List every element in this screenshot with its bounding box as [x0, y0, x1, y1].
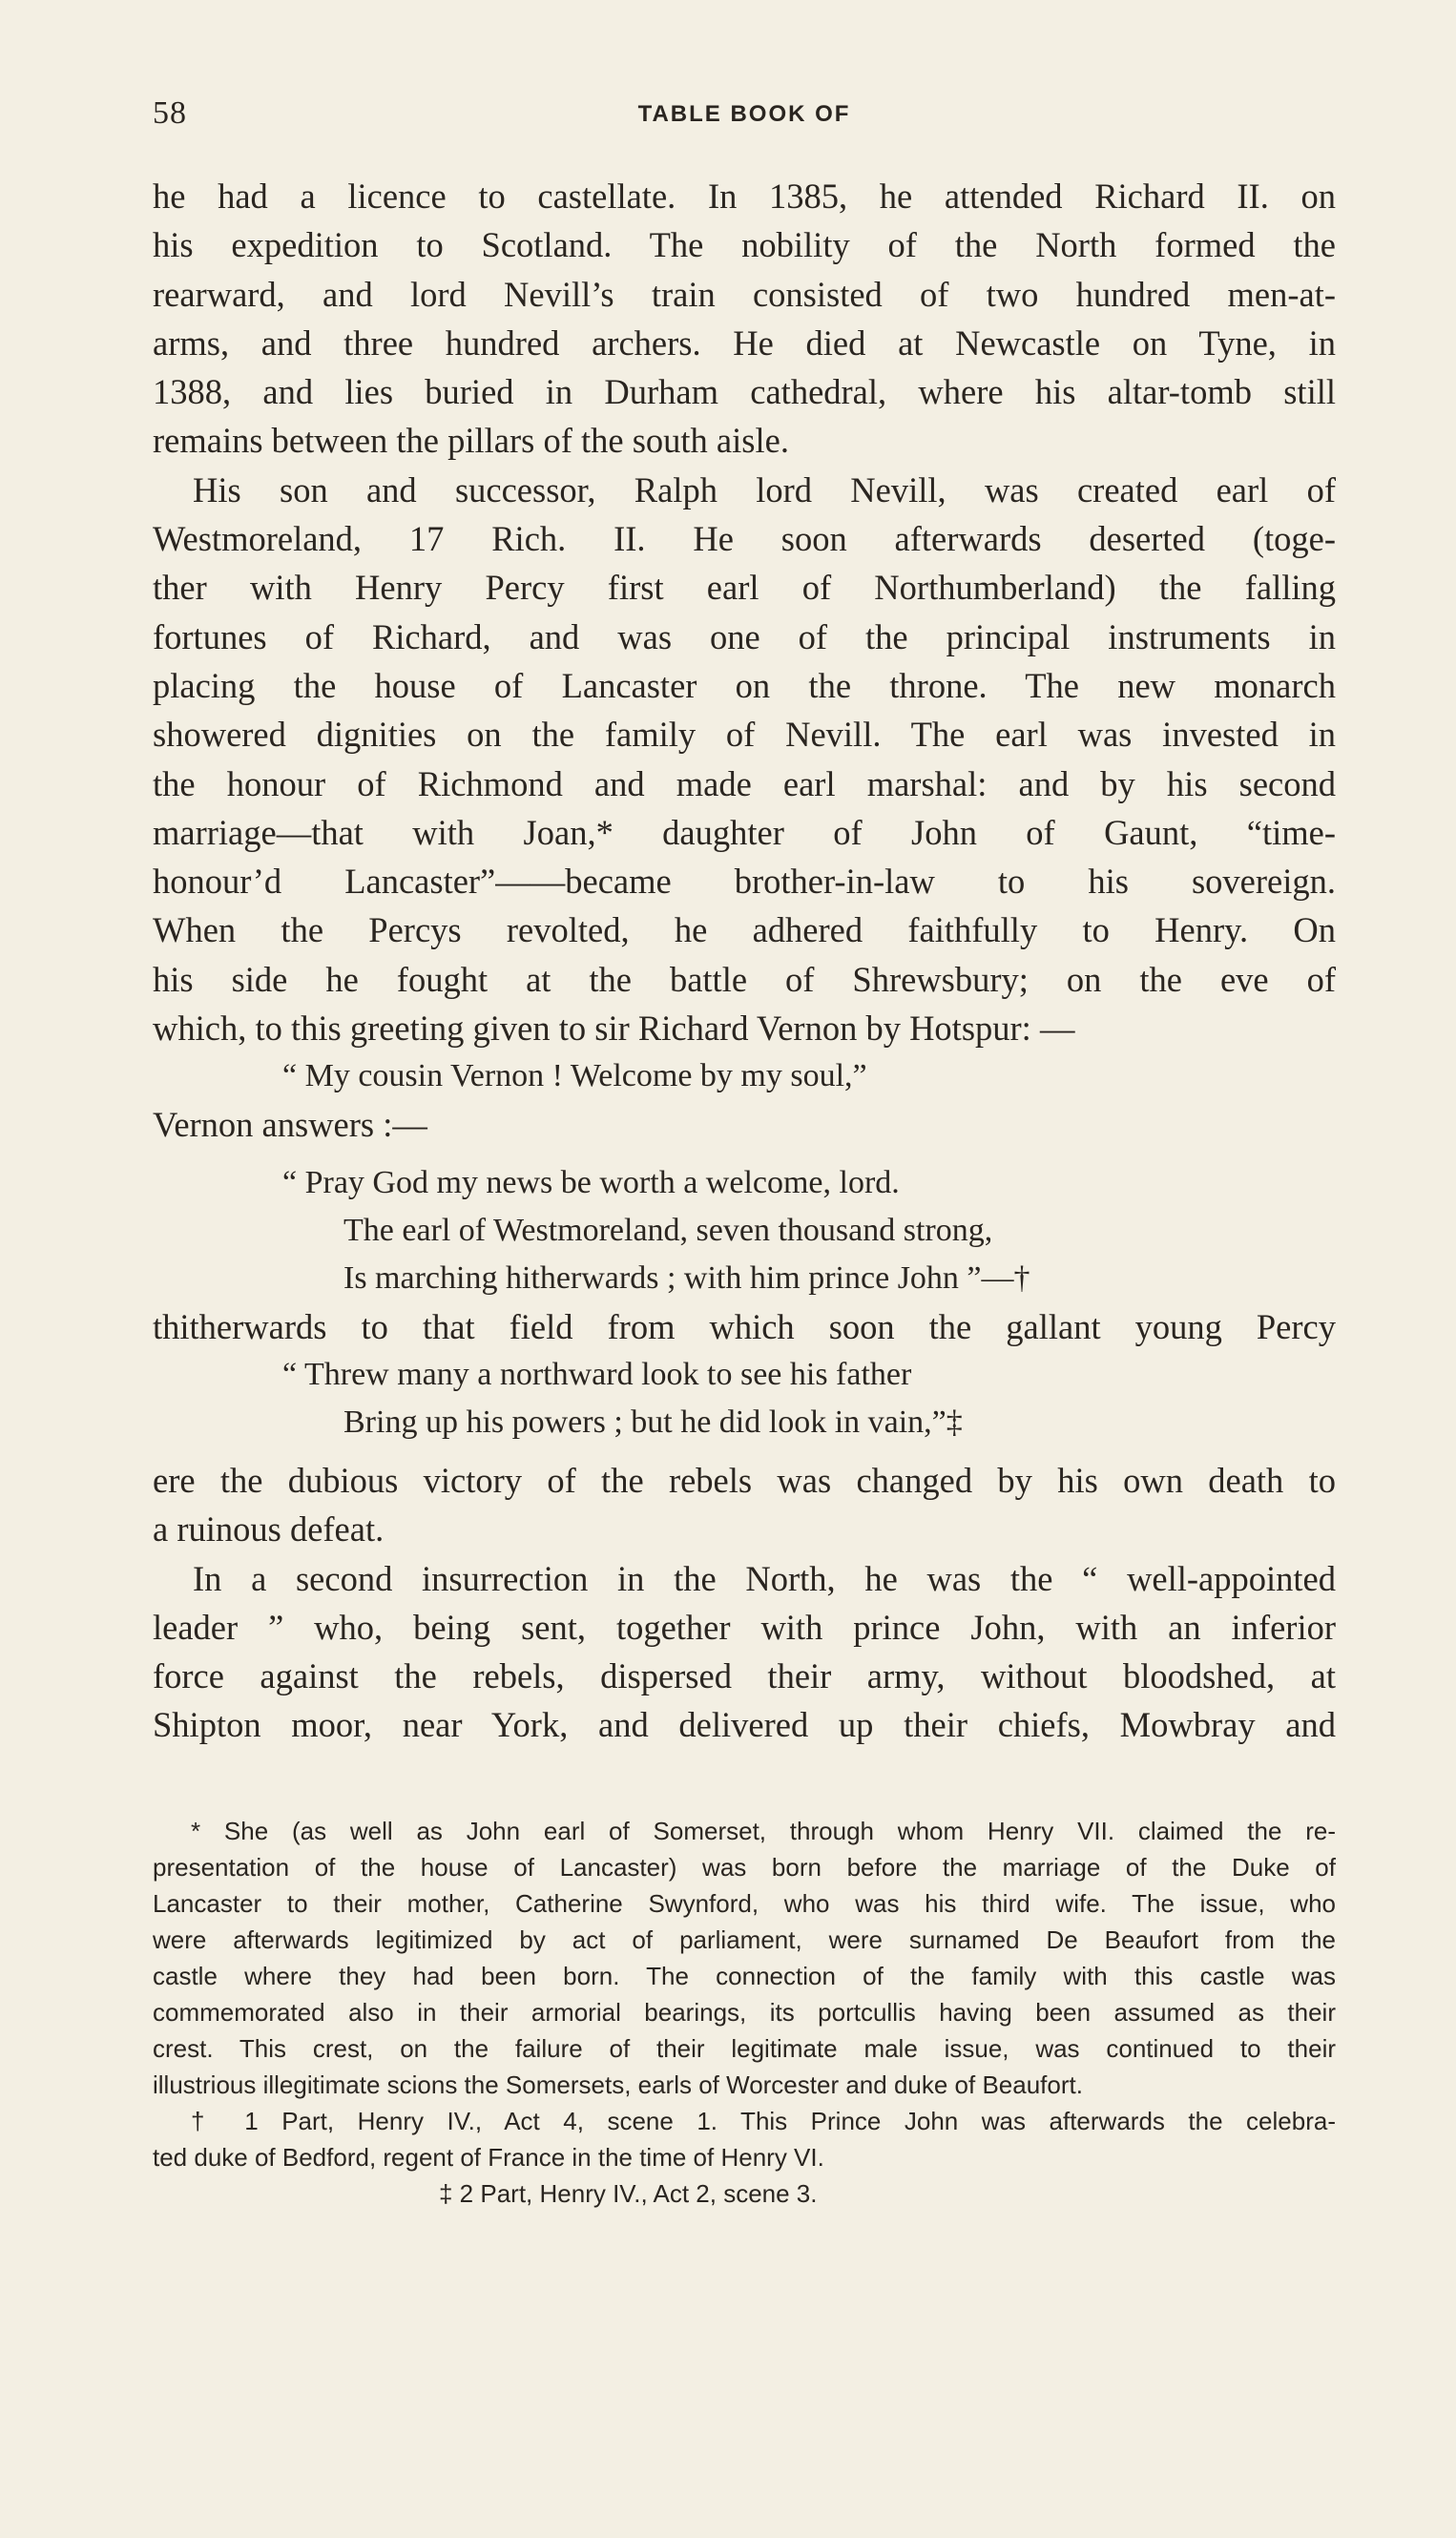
- footnote-line: Lancaster to their mother, Catherine Swynford, who was his third wife. The issue, who: [153, 1889, 1336, 1918]
- text-line: ere the dubious victory of the rebels was changed by his own death to: [153, 1460, 1336, 1500]
- footnote-line: crest. This crest, on the failure of their legitimate male issue, was continued to their: [153, 2034, 1336, 2063]
- footnote-line: † 1 Part, Henry IV., Act 4, scene 1. This Prince John was afterwards the celebra-: [191, 2107, 1336, 2135]
- verse-line: Bring up his powers ; but he did look in vain,”‡: [343, 1404, 963, 1440]
- footnote-line: ted duke of Bedford, regent of France in the time of Henry VI.: [153, 2143, 824, 2172]
- verse-line: “ Pray God my news be worth a welcome, lord.: [282, 1164, 900, 1200]
- footnote-line: presentation of the house of Lancaster) was born before the marriage of the Duke of: [153, 1853, 1336, 1882]
- running-title: TABLE BOOK OF: [637, 101, 851, 127]
- text-line: he had a licence to castellate. In 1385, he attended Richard II. on: [153, 177, 1336, 216]
- text-line: Vernon answers :—: [153, 1105, 427, 1145]
- page-header: [153, 95, 1336, 143]
- text-line: ther with Henry Percy first earl of Northumberland) the falling: [153, 568, 1336, 608]
- text-line: 1388, and lies buried in Durham cathedral, where his altar-tomb still: [153, 372, 1336, 412]
- text-line: his side he fought at the battle of Shrewsbury; on the eve of: [153, 959, 1336, 999]
- text-line: When the Percys revolted, he adhered faithfully to Henry. On: [153, 910, 1336, 950]
- text-line: which, to this greeting given to sir Richard Vernon by Hotspur: —: [153, 1009, 1075, 1049]
- text-line: fortunes of Richard, and was one of the principal instruments in: [153, 616, 1336, 656]
- verse-line: Is marching hitherwards ; with him prince John ”—†: [343, 1259, 1030, 1296]
- text-line: His son and successor, Ralph lord Nevill, was created earl of: [193, 469, 1336, 510]
- text-line: arms, and three hundred archers. He died at Newcastle on Tyne, in: [153, 322, 1336, 363]
- text-line: Shipton moor, near York, and delivered up their chiefs, Mowbray and: [153, 1705, 1336, 1745]
- footnote-line: * She (as well as John earl of Somerset, through whom Henry VII. claimed the re-: [191, 1817, 1336, 1845]
- text-line: In a second insurrection in the North, he was the “ well-appointed: [193, 1558, 1336, 1598]
- text-line: a ruinous defeat.: [153, 1509, 385, 1550]
- text-line: Westmoreland, 17 Rich. II. He soon afterwards deserted (toge-: [153, 519, 1336, 559]
- verse-line: “ Threw many a northward look to see his father: [282, 1356, 912, 1392]
- verse-line: The earl of Westmoreland, seven thousand strong,: [343, 1212, 993, 1248]
- page-number: 58: [153, 95, 187, 131]
- footnote-line: ‡ 2 Part, Henry IV., Act 2, scene 3.: [439, 2179, 818, 2208]
- text-line: leader ” who, being sent, together with prince John, with an inferior: [153, 1607, 1336, 1647]
- footnote-line: castle where they had been born. The connection of the family with this castle was: [153, 1962, 1336, 1990]
- text-line: showered dignities on the family of Nevill. The earl was invested in: [153, 715, 1336, 755]
- footnote-line: illustrious illegitimate scions the Somersets, earls of Worcester and duke of Beaufort.: [153, 2070, 1083, 2099]
- verse-line: “ My cousin Vernon ! Welcome by my soul,”: [282, 1058, 867, 1094]
- text-line: honour’d Lancaster”——became brother-in-law to his sovereign.: [153, 862, 1336, 902]
- text-line: thitherwards to that field from which soon the gallant young Percy: [153, 1306, 1336, 1346]
- text-line: the honour of Richmond and made earl marshal: and by his second: [153, 763, 1336, 803]
- text-line: his expedition to Scotland. The nobility of the North formed the: [153, 225, 1336, 265]
- footnote-line: were afterwards legitimized by act of parliament, were surnamed De Beaufort from the: [153, 1925, 1336, 1954]
- footnotes: [153, 1813, 1336, 2212]
- text-line: placing the house of Lancaster on the throne. The new monarch: [153, 665, 1336, 705]
- footnote-line: commemorated also in their armorial bearings, its portcullis having been assumed as their: [153, 1998, 1336, 2027]
- body-text: [153, 172, 1336, 1750]
- text-line: force against the rebels, dispersed their army, without bloodshed, at: [153, 1656, 1336, 1696]
- text-line: marriage—that with Joan,* daughter of John of Gaunt, “time-: [153, 812, 1336, 852]
- text-line: remains between the pillars of the south aisle.: [153, 421, 789, 461]
- text-line: rearward, and lord Nevill’s train consisted of two hundred men-at-: [153, 274, 1336, 314]
